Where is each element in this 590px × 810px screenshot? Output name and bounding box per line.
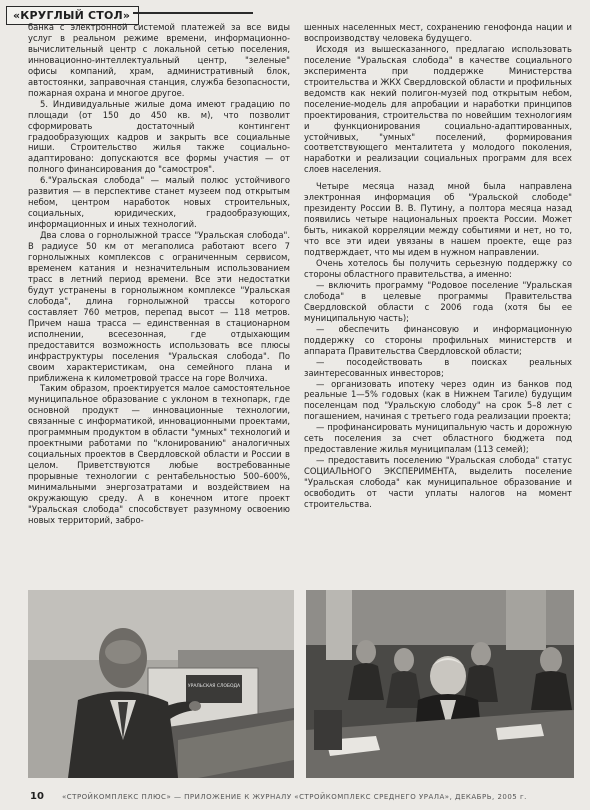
board-title: УРАЛЬСКАЯ СЛОБОДА <box>187 684 241 689</box>
list-item: — профинансировать муниципальную часть и дорожную сеть поселения за счет областного бюджета под предоставление жилья муниципалам (113 семей); <box>304 422 572 455</box>
list-item: — обеспечить финансовую и информационную поддержку со стороны профильных министерств и аппарата Правительства Свердловской области; <box>304 323 572 356</box>
paragraph: Таким образом, проектируется малое самостоятельное муниципальное образование с уклоном в технопарк, где основной продукт — инновационные технологии, связанные с информатикой, инновационными проектами, программным продуктом в области "умных" технологий и проектными работами по "клонированию" аналогичных социальных проектов в Свердловской области и России в целом. Приветствуются любые востребованные прорывные технологии с рентабельностью 500–600%, минимальными энергозатратами и воздействием на окружающую среду. А в конечном итоге проект "Уральская слобода" способствует разумному освоению новых территорий, забро- <box>28 383 290 525</box>
paragraph: Два слова о горнолыжной трассе "Уральская слобода". В радиусе 50 км от мегаполиса работают всего 7 горнолыжных комплексов с ограниченным сервисом, временем катания и незначительным использованием трасс в летний период времени. Все эти недостатки будут устранены в горнолыжном комплексе "Уральская слобода", длина горнолыжной трассы которого составляет 760 метров, перепад высот — 118 метров. Причем наша трасса — единственная в стационарном исполнении, всесезонная, где отдыхающим предоставится возможность использовать все плюсы инфраструктуры поселения "Уральская слобода". По своим характеристикам, она семейного плана и приближена к километровой трассе на горе Волчиха. <box>28 230 290 383</box>
paragraph: банка с электронной системой платежей за все виды услуг в реальном режиме времени, информационно-вычислительный центр с локальной сетью поселения, инновационно-интеллектуальный центр, "зеленые" офисы компаний, храм, административный блок, автостоянки, заправочная станция, служба безопасности, пожарная охрана и многое другое. <box>28 22 290 98</box>
photo-meeting <box>306 590 574 778</box>
heading-rule <box>133 12 253 14</box>
list-item: — предоставить поселению "Уральская слобода" статус СОЦИАЛЬНОГО ЭКСПЕРИМЕНТА, выделить поселение "Уральская слобода" как муниципальное образование и освободить от части уплаты налогов на момент строительства. <box>304 455 572 509</box>
page-number: 10 <box>30 791 44 802</box>
section-heading: «КРУГЛЫЙ СТОЛ» <box>6 6 139 25</box>
paragraph: Четыре месяца назад мной была направлена электронная информация об "Уральской слободе" президенту России В. В. Путину, а полтора месяца назад появились четыре национальных проекта России. Может быть, никакой корреляции между событиями и нет, но то, что все эти идеи увязаны в нашем проекте, еще раз подтверждает, что мы идем в нужном направлении. <box>304 181 572 258</box>
paragraph: 6."Уральская слобода" — малый полюс устойчивого развития — в перспективе станет музеем под открытым небом, центром наработок новых строительных, социальных, юридических, градообразующих, информационных и иных технологий. <box>28 175 290 230</box>
photo-presenter <box>28 590 294 778</box>
paragraph: Очень хотелось бы получить серьезную поддержку со стороны областного правительства, а именно: <box>304 258 572 279</box>
paragraph: 5. Индивидуальные жилые дома имеют градацию по площади (от 150 до 450 кв. м), что позволит сформировать достаточный контингент градообразующих кадров и закрыть все социальные ниши. Строительство жилья также социально-адаптировано: допускаются все формы участия — от полного финансирования до "самостроя". <box>28 98 290 175</box>
photo-meeting-image <box>306 590 574 778</box>
list-item: — организовать ипотеку через один из банков под реальные 1—5% годовых (как в Нижнем Тагиле) будущим поселенцам под "Уральскую слободу" на срок 5–8 лет с погашением, начиная с третьего года реализации проекта; <box>304 378 572 422</box>
paragraph: шенных населенных мест, сохранению генофонда нации и воспроизводству человека будущего. <box>304 22 572 43</box>
right-text-column <box>304 22 572 510</box>
photo-presenter-image <box>28 590 294 778</box>
left-text-column <box>28 22 290 526</box>
list-item: — посодействовать в поисках реальных заинтересованных инвесторов; <box>304 356 572 378</box>
page-footer <box>0 788 590 810</box>
list-item: — включить программу "Родовое поселение "Уральская слобода" в целевые программы Правительства Свердловской области с 2006 года (хотя бы ее муниципальную часть); <box>304 279 572 323</box>
paragraph: Исходя из вышесказанного, предлагаю использовать поселение "Уральская слобода" в качестве социального эксперимента при поддержке Министерства строительства и ЖКХ Свердловской области и профильных ведомств как некий полигон-музей под открытым небом, поселение-модель для апробации и наработки принципов проектирования, строительства по новейшим технологиям и функционирования социально-адаптированных, устойчивых, "умных" поселений, формирования соответствующего менталитета у молодого поколения, наработки и реализации социальных программ для всех слоев населения. <box>304 43 572 175</box>
footer-caption: «СТРОЙКОМПЛЕКС ПЛЮС» — ПРИЛОЖЕНИЕ К ЖУРНАЛУ «СТРОЙКОМПЛЕКС СРЕДНЕГО УРАЛА», ДЕКАБРЬ, 2005 г. <box>62 793 527 801</box>
